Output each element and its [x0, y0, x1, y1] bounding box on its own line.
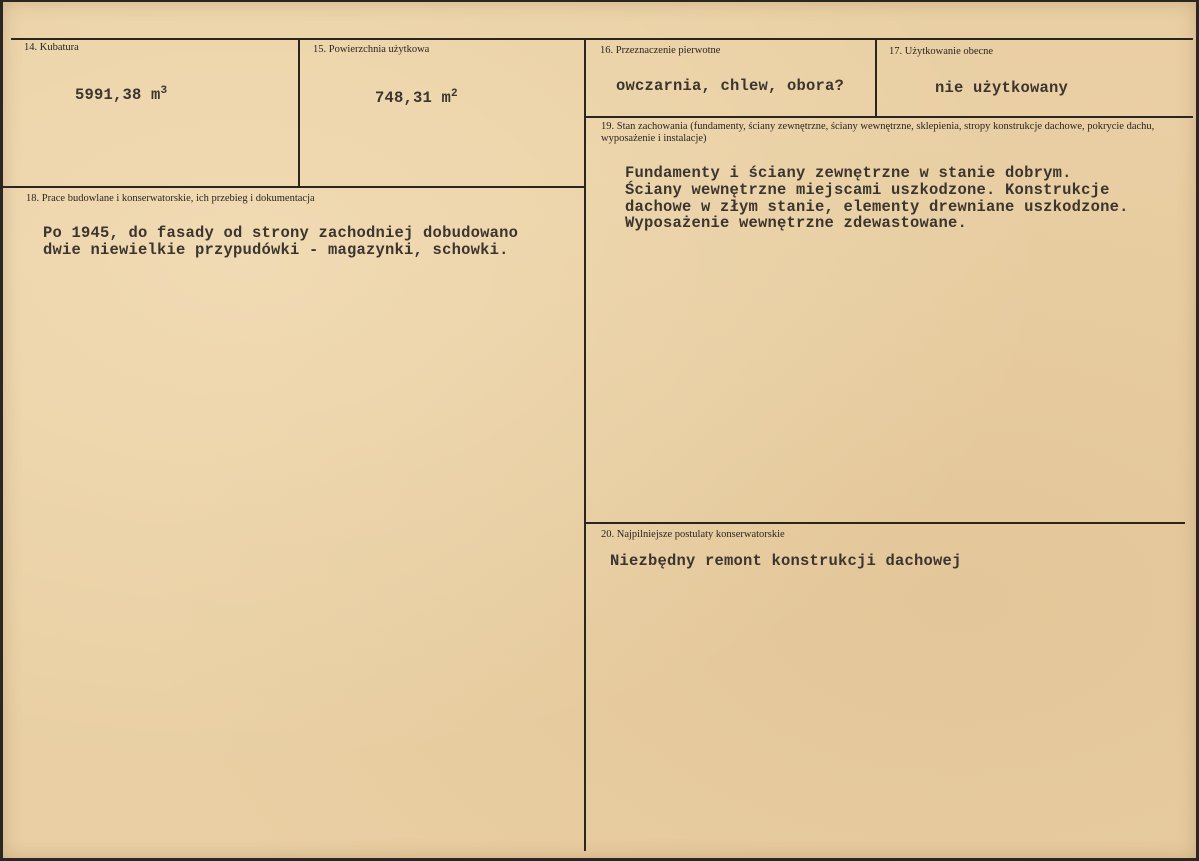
field-18-line-1: Po 1945, do fasady od strony zachodniej dobudowano: [43, 224, 519, 242]
field-14-number: 5991,38 m: [75, 86, 161, 104]
rule-above-20: [585, 522, 1185, 524]
top-rule: [11, 38, 1193, 40]
field-19-label: 19. Stan zachowania (fundamenty, ściany zewnętrzne, ściany wewnętrzne, sklepienia, stropy konstrukcje dachowe, pokrycie dachu, wyposażenie i instalacje): [601, 121, 1155, 144]
rule-below-16-17: [585, 116, 1193, 118]
field-18-label: 18. Prace budowlane i konserwatorskie, ich przebieg i dokumentacja: [26, 193, 315, 204]
divider-col-16-17: [875, 39, 877, 117]
field-20-value: Niezbędny remont konstrukcji dachowej: [610, 552, 962, 570]
field-19-line-3: dachowe w złym stanie, elementy drewniane uszkodzone.: [625, 198, 1129, 216]
divider-col-14-15: [298, 39, 300, 186]
field-15-value: [375, 87, 458, 107]
rule-below-14-15: [3, 186, 585, 188]
field-19-line-4: Wyposażenie wewnętrzne zdewastowane.: [625, 214, 968, 232]
field-19-line-2: Ściany wewnętrzne miejscami uszkodzone. Konstrukcje: [625, 181, 1110, 199]
inventory-card: [3, 2, 1196, 858]
field-17-label: 17. Użytkowanie obecne: [889, 46, 994, 57]
field-15-superscript: 2: [451, 87, 458, 100]
field-14-superscript: 3: [160, 84, 168, 97]
field-20-label: 20. Najpilniejsze postulaty konserwatorskie: [601, 529, 785, 540]
field-14-value: [75, 84, 168, 104]
field-19-line-1: Fundamenty i ściany zewnętrzne w stanie dobrym.: [625, 164, 1072, 182]
divider-left-right: [584, 39, 586, 851]
field-16-value: owczarnia, chlew, obora?: [616, 77, 845, 95]
field-14-label: 14. Kubatura: [24, 42, 79, 53]
field-16-label: 16. Przeznaczenie pierwotne: [600, 45, 721, 56]
field-15-label: 15. Powierzchnia użytkowa: [313, 44, 430, 55]
field-15-number: 748,31 m: [375, 89, 452, 107]
field-17-value: nie użytkowany: [935, 79, 1069, 97]
field-18-line-2: dwie niewielkie przypudówki - magazynki, schowki.: [43, 241, 509, 259]
